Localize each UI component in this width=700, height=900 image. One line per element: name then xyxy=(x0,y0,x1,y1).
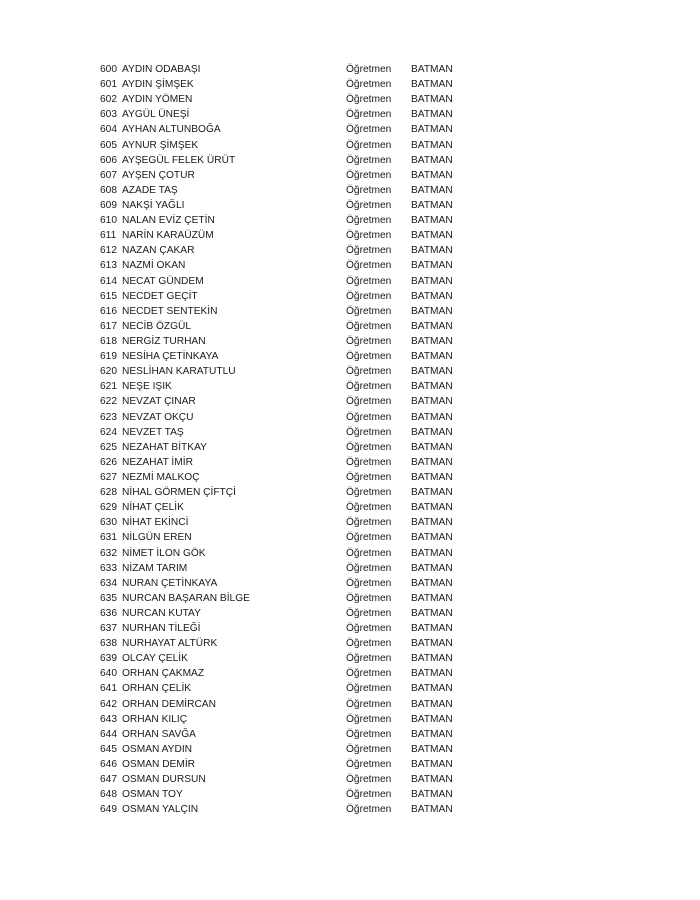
job-title: Öğretmen xyxy=(346,320,392,332)
city-name: BATMAN xyxy=(411,471,453,483)
list-row xyxy=(100,727,480,742)
city-name: BATMAN xyxy=(411,64,453,75)
row-number: 634 xyxy=(100,577,117,589)
row-number: 623 xyxy=(100,411,117,423)
person-name: NEVZAT OKÇU xyxy=(122,411,194,423)
city-name: BATMAN xyxy=(411,774,453,786)
job-title: Öğretmen xyxy=(346,64,392,75)
person-name: NEVZET TAŞ xyxy=(122,426,184,438)
list-row xyxy=(100,666,480,681)
list-row xyxy=(100,228,480,243)
city-name: BATMAN xyxy=(411,668,453,680)
person-name: AYGÜL ÜNEŞİ xyxy=(122,109,190,121)
row-number: 610 xyxy=(100,215,117,227)
list-row xyxy=(100,168,480,183)
list-row xyxy=(100,787,480,802)
job-title: Öğretmen xyxy=(346,124,392,136)
person-name: OSMAN DEMİR xyxy=(122,759,196,771)
list-row xyxy=(100,425,480,440)
job-title: Öğretmen xyxy=(346,426,392,438)
person-name: NİLGÜN EREN xyxy=(122,532,192,544)
person-name: AYNUR ŞİMŞEK xyxy=(122,139,199,151)
row-number: 649 xyxy=(100,804,117,816)
row-number: 605 xyxy=(100,139,117,151)
person-name: NİZAM TARIM xyxy=(122,562,188,574)
row-number: 604 xyxy=(100,124,117,136)
person-name: NİHAL GÖRMEN ÇİFTÇİ xyxy=(122,487,236,499)
row-number: 620 xyxy=(100,366,117,378)
person-name: NESİHA ÇETİNKAYA xyxy=(122,351,219,363)
city-name: BATMAN xyxy=(411,487,453,499)
row-number: 622 xyxy=(100,396,117,408)
person-name: NESLİHAN KARATUTLU xyxy=(122,366,236,378)
job-title: Öğretmen xyxy=(346,623,392,635)
row-number: 616 xyxy=(100,305,117,317)
list-row xyxy=(100,470,480,485)
row-number: 645 xyxy=(100,743,117,755)
row-number: 621 xyxy=(100,381,117,393)
row-number: 625 xyxy=(100,441,117,453)
list-row xyxy=(100,410,480,425)
city-name: BATMAN xyxy=(411,743,453,755)
list-row xyxy=(100,77,480,92)
city-name: BATMAN xyxy=(411,456,453,468)
city-name: BATMAN xyxy=(411,517,453,529)
job-title: Öğretmen xyxy=(346,215,392,227)
person-name: ORHAN SAVĞA xyxy=(122,728,196,740)
job-title: Öğretmen xyxy=(346,94,392,106)
row-number: 602 xyxy=(100,94,117,106)
person-name: NEZAHAT BİTKAY xyxy=(122,441,207,453)
job-title: Öğretmen xyxy=(346,607,392,619)
list-row xyxy=(100,364,480,379)
person-name: OLCAY ÇELİK xyxy=(122,653,188,665)
list-row xyxy=(100,606,480,621)
list-row xyxy=(100,349,480,364)
person-name: NEZMİ MALKOÇ xyxy=(122,471,200,483)
row-number: 624 xyxy=(100,426,117,438)
city-name: BATMAN xyxy=(411,305,453,317)
list-row xyxy=(100,485,480,500)
list-row xyxy=(100,455,480,470)
row-number: 644 xyxy=(100,728,117,740)
person-name: NARİN KARAÜZÜM xyxy=(122,230,214,242)
list-row xyxy=(100,319,480,334)
list-row xyxy=(100,243,480,258)
person-name: NURHAYAT ALTÜRK xyxy=(122,638,218,650)
job-title: Öğretmen xyxy=(346,109,392,121)
person-name: NEVZAT ÇINAR xyxy=(122,396,196,408)
row-number: 639 xyxy=(100,653,117,665)
row-number: 614 xyxy=(100,275,117,287)
city-name: BATMAN xyxy=(411,789,453,801)
row-number: 637 xyxy=(100,623,117,635)
city-name: BATMAN xyxy=(411,577,453,589)
job-title: Öğretmen xyxy=(346,487,392,499)
row-number: 613 xyxy=(100,260,117,272)
job-title: Öğretmen xyxy=(346,517,392,529)
person-name: NURCAN BAŞARAN BİLGE xyxy=(122,592,250,604)
row-number: 612 xyxy=(100,245,117,257)
person-name: NAKŞİ YAĞLI xyxy=(122,199,185,211)
row-number: 615 xyxy=(100,290,117,302)
city-name: BATMAN xyxy=(411,592,453,604)
list-row xyxy=(100,304,480,319)
row-number: 632 xyxy=(100,547,117,559)
person-name: ORHAN KILIÇ xyxy=(122,713,188,725)
list-row xyxy=(100,712,480,727)
job-title: Öğretmen xyxy=(346,638,392,650)
city-name: BATMAN xyxy=(411,230,453,242)
job-title: Öğretmen xyxy=(346,381,392,393)
list-row xyxy=(100,576,480,591)
row-number: 617 xyxy=(100,320,117,332)
row-number: 643 xyxy=(100,713,117,725)
row-number: 618 xyxy=(100,335,117,347)
city-name: BATMAN xyxy=(411,154,453,166)
list-row xyxy=(100,440,480,455)
city-name: BATMAN xyxy=(411,532,453,544)
list-row xyxy=(100,515,480,530)
job-title: Öğretmen xyxy=(346,411,392,423)
city-name: BATMAN xyxy=(411,351,453,363)
city-name: BATMAN xyxy=(411,79,453,91)
list-row xyxy=(100,697,480,712)
job-title: Öğretmen xyxy=(346,199,392,211)
row-number: 600 xyxy=(100,64,117,75)
city-name: BATMAN xyxy=(411,562,453,574)
city-name: BATMAN xyxy=(411,335,453,347)
job-title: Öğretmen xyxy=(346,139,392,151)
person-name: NURHAN TİLEĞİ xyxy=(122,623,201,635)
job-title: Öğretmen xyxy=(346,396,392,408)
row-number: 642 xyxy=(100,698,117,710)
job-title: Öğretmen xyxy=(346,653,392,665)
row-number: 609 xyxy=(100,199,117,211)
city-name: BATMAN xyxy=(411,441,453,453)
row-number: 606 xyxy=(100,154,117,166)
person-name: NECDET SENTEKİN xyxy=(122,305,218,317)
list-row xyxy=(100,183,480,198)
person-name: OSMAN TOY xyxy=(122,789,183,801)
person-name: AYŞEN ÇOTUR xyxy=(122,169,195,181)
person-name: AYDIN ODABAŞI xyxy=(122,64,201,75)
row-number: 611 xyxy=(100,230,117,242)
person-name: AZADE TAŞ xyxy=(122,184,178,196)
person-name: NECAT GÜNDEM xyxy=(122,275,204,287)
person-name: NİMET İLON GÖK xyxy=(122,547,206,559)
city-name: BATMAN xyxy=(411,320,453,332)
job-title: Öğretmen xyxy=(346,456,392,468)
person-name: NAZMİ OKAN xyxy=(122,260,186,272)
row-number: 626 xyxy=(100,456,117,468)
city-name: BATMAN xyxy=(411,759,453,771)
job-title: Öğretmen xyxy=(346,305,392,317)
city-name: BATMAN xyxy=(411,169,453,181)
row-number: 628 xyxy=(100,487,117,499)
list-row xyxy=(100,289,480,304)
list-row xyxy=(100,530,480,545)
city-name: BATMAN xyxy=(411,381,453,393)
list-row xyxy=(100,651,480,666)
row-number: 638 xyxy=(100,638,117,650)
list-row xyxy=(100,546,480,561)
job-title: Öğretmen xyxy=(346,230,392,242)
list-row xyxy=(100,258,480,273)
city-name: BATMAN xyxy=(411,502,453,514)
person-name: NİHAT EKİNCİ xyxy=(122,517,189,529)
job-title: Öğretmen xyxy=(346,441,392,453)
person-name: AYDIN YÖMEN xyxy=(122,94,193,106)
city-name: BATMAN xyxy=(411,94,453,106)
city-name: BATMAN xyxy=(411,547,453,559)
job-title: Öğretmen xyxy=(346,79,392,91)
city-name: BATMAN xyxy=(411,275,453,287)
list-row xyxy=(100,107,480,122)
city-name: BATMAN xyxy=(411,139,453,151)
job-title: Öğretmen xyxy=(346,743,392,755)
row-number: 633 xyxy=(100,562,117,574)
city-name: BATMAN xyxy=(411,199,453,211)
person-name: NAZAN ÇAKAR xyxy=(122,245,195,257)
row-number: 608 xyxy=(100,184,117,196)
row-number: 619 xyxy=(100,351,117,363)
person-name: NEŞE IŞIK xyxy=(122,381,172,393)
row-number: 601 xyxy=(100,79,117,91)
job-title: Öğretmen xyxy=(346,562,392,574)
job-title: Öğretmen xyxy=(346,683,392,695)
job-title: Öğretmen xyxy=(346,532,392,544)
row-number: 646 xyxy=(100,759,117,771)
job-title: Öğretmen xyxy=(346,698,392,710)
city-name: BATMAN xyxy=(411,698,453,710)
job-title: Öğretmen xyxy=(346,275,392,287)
list-row xyxy=(100,500,480,515)
job-title: Öğretmen xyxy=(346,351,392,363)
job-title: Öğretmen xyxy=(346,668,392,680)
list-row xyxy=(100,122,480,137)
person-name: NALAN EVİZ ÇETİN xyxy=(122,215,215,227)
job-title: Öğretmen xyxy=(346,759,392,771)
list-row xyxy=(100,138,480,153)
person-name: NURAN ÇETİNKAYA xyxy=(122,577,218,589)
list-row xyxy=(100,742,480,757)
list-row xyxy=(100,561,480,576)
row-number: 603 xyxy=(100,109,117,121)
person-name: ORHAN ÇAKMAZ xyxy=(122,668,205,680)
city-name: BATMAN xyxy=(411,426,453,438)
job-title: Öğretmen xyxy=(346,713,392,725)
list-row xyxy=(100,153,480,168)
person-name: NECİB ÖZGÜL xyxy=(122,320,192,332)
job-title: Öğretmen xyxy=(346,335,392,347)
job-title: Öğretmen xyxy=(346,804,392,816)
city-name: BATMAN xyxy=(411,607,453,619)
person-name: OSMAN YALÇIN xyxy=(122,804,199,816)
job-title: Öğretmen xyxy=(346,547,392,559)
city-name: BATMAN xyxy=(411,623,453,635)
person-name: OSMAN DURSUN xyxy=(122,774,206,786)
job-title: Öğretmen xyxy=(346,154,392,166)
city-name: BATMAN xyxy=(411,638,453,650)
job-title: Öğretmen xyxy=(346,184,392,196)
city-name: BATMAN xyxy=(411,290,453,302)
row-number: 607 xyxy=(100,169,117,181)
list-row xyxy=(100,681,480,696)
list-row xyxy=(100,379,480,394)
person-name: OSMAN AYDIN xyxy=(122,743,193,755)
person-name: ORHAN ÇELİK xyxy=(122,683,192,695)
list-row xyxy=(100,213,480,228)
job-title: Öğretmen xyxy=(346,789,392,801)
list-row xyxy=(100,394,480,409)
list-row xyxy=(100,591,480,606)
job-title: Öğretmen xyxy=(346,774,392,786)
job-title: Öğretmen xyxy=(346,245,392,257)
row-number: 627 xyxy=(100,471,117,483)
city-name: BATMAN xyxy=(411,366,453,378)
city-name: BATMAN xyxy=(411,728,453,740)
city-name: BATMAN xyxy=(411,804,453,816)
list-row xyxy=(100,772,480,787)
city-name: BATMAN xyxy=(411,124,453,136)
job-title: Öğretmen xyxy=(346,577,392,589)
city-name: BATMAN xyxy=(411,245,453,257)
job-title: Öğretmen xyxy=(346,592,392,604)
list-row xyxy=(100,757,480,772)
city-name: BATMAN xyxy=(411,260,453,272)
city-name: BATMAN xyxy=(411,653,453,665)
person-name: AYŞEGÜL FELEK ÜRÜT xyxy=(122,154,236,166)
list-row xyxy=(100,62,480,77)
list-row xyxy=(100,636,480,651)
row-number: 631 xyxy=(100,532,117,544)
row-number: 635 xyxy=(100,592,117,604)
city-name: BATMAN xyxy=(411,683,453,695)
person-name: NİHAT ÇELİK xyxy=(122,502,184,514)
job-title: Öğretmen xyxy=(346,290,392,302)
job-title: Öğretmen xyxy=(346,169,392,181)
row-number: 636 xyxy=(100,607,117,619)
job-title: Öğretmen xyxy=(346,260,392,272)
job-title: Öğretmen xyxy=(346,471,392,483)
job-title: Öğretmen xyxy=(346,366,392,378)
row-number: 641 xyxy=(100,683,117,695)
row-number: 630 xyxy=(100,517,117,529)
personnel-list xyxy=(100,62,480,817)
row-number: 629 xyxy=(100,502,117,514)
list-row xyxy=(100,198,480,213)
person-name: NERGİZ TURHAN xyxy=(122,335,206,347)
person-name: NEZAHAT İMİR xyxy=(122,456,193,468)
list-row xyxy=(100,334,480,349)
person-name: ORHAN DEMİRCAN xyxy=(122,698,216,710)
person-name: NECDET GEÇİT xyxy=(122,290,198,302)
person-name: AYHAN ALTUNBOĞA xyxy=(122,124,221,136)
city-name: BATMAN xyxy=(411,215,453,227)
city-name: BATMAN xyxy=(411,411,453,423)
person-name: NURCAN KUTAY xyxy=(122,607,201,619)
city-name: BATMAN xyxy=(411,713,453,725)
list-row xyxy=(100,92,480,107)
list-row xyxy=(100,802,480,817)
row-number: 640 xyxy=(100,668,117,680)
job-title: Öğretmen xyxy=(346,502,392,514)
city-name: BATMAN xyxy=(411,396,453,408)
list-row xyxy=(100,621,480,636)
row-number: 648 xyxy=(100,789,117,801)
list-row xyxy=(100,274,480,289)
city-name: BATMAN xyxy=(411,184,453,196)
job-title: Öğretmen xyxy=(346,728,392,740)
city-name: BATMAN xyxy=(411,109,453,121)
row-number: 647 xyxy=(100,774,117,786)
person-name: AYDIN ŞİMŞEK xyxy=(122,79,194,91)
